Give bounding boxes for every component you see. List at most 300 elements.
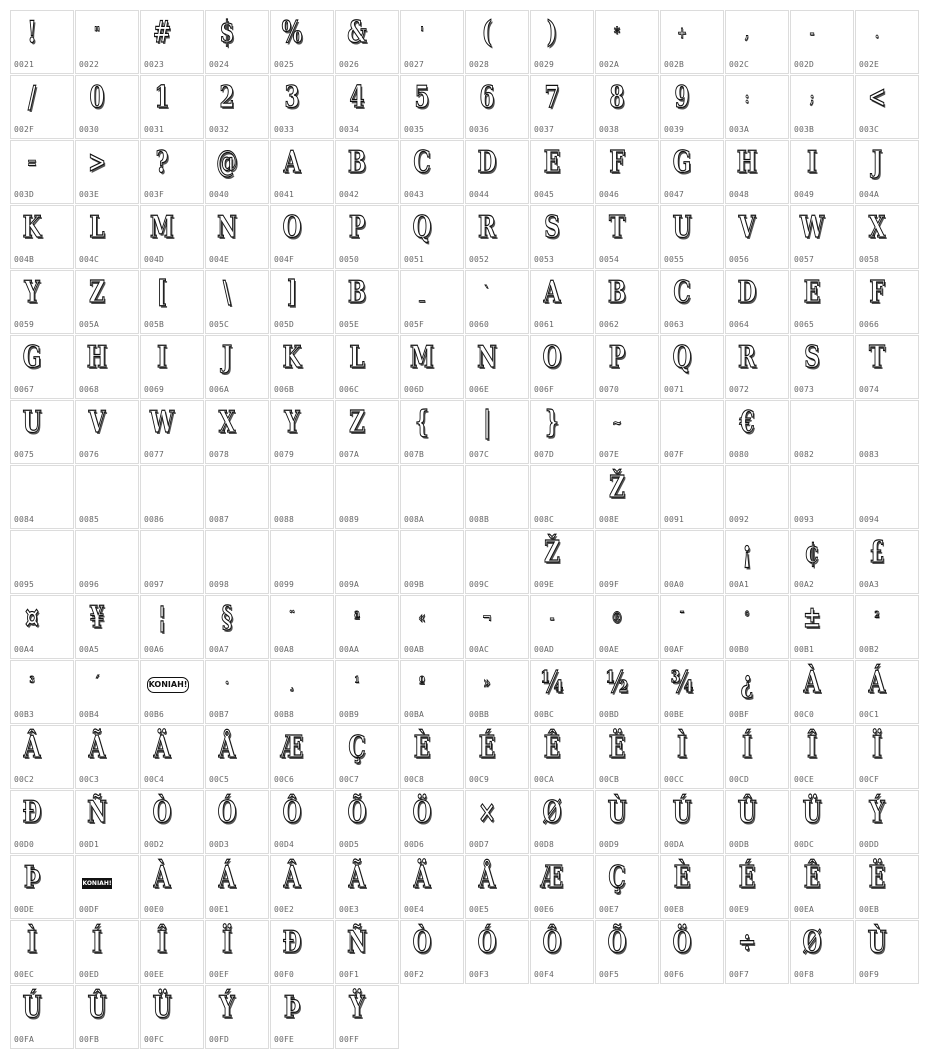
glyph-codepoint: 0082 (794, 450, 815, 459)
glyph-cell (725, 595, 789, 659)
glyph-codepoint: 00CE (794, 775, 815, 784)
glyph-preview (537, 466, 567, 510)
glyph-codepoint: 00FC (144, 1035, 165, 1044)
glyph-preview: Ý (869, 795, 885, 830)
glyph-preview: ~ (612, 413, 622, 432)
glyph-preview: ½ (605, 665, 629, 700)
glyph-cell (530, 335, 594, 399)
glyph-cell (335, 465, 399, 529)
glyph-preview: ª (354, 608, 360, 627)
glyph-preview: R (478, 210, 496, 245)
glyph-preview: P (608, 340, 626, 375)
glyph-preview: Í (91, 925, 103, 960)
glyph-cell (530, 660, 594, 724)
glyph-cell (790, 10, 854, 74)
glyph-preview: ³ (29, 673, 35, 692)
glyph-preview (797, 401, 827, 445)
glyph-cell (205, 530, 269, 594)
glyph-cell (270, 140, 334, 204)
glyph-codepoint: 00D8 (534, 840, 555, 849)
glyph-cell (530, 140, 594, 204)
glyph-preview: M (150, 210, 174, 245)
glyph-codepoint: 009E (534, 580, 555, 589)
glyph-preview: ¦ (158, 600, 166, 635)
glyph-codepoint: 00E0 (144, 905, 165, 914)
glyph-codepoint: 00E6 (534, 905, 555, 914)
glyph-cell (855, 75, 919, 139)
glyph-preview: 1 (154, 80, 170, 115)
glyph-preview: ¿ (740, 665, 754, 700)
glyph-codepoint: 006E (469, 385, 490, 394)
glyph-codepoint: 00B3 (14, 710, 35, 719)
glyph-cell (270, 530, 334, 594)
glyph-preview: B (347, 275, 367, 310)
glyph-codepoint: 0030 (79, 125, 100, 134)
glyph-preview: Û (87, 990, 107, 1025)
glyph-codepoint: 00DE (14, 905, 35, 914)
glyph-cell (270, 595, 334, 659)
glyph-cell (855, 595, 919, 659)
glyph-preview: E (543, 145, 561, 180)
glyph-cell (465, 75, 529, 139)
glyph-codepoint: 00C1 (859, 710, 880, 719)
glyph-preview: À (153, 860, 171, 895)
glyph-codepoint: 0024 (209, 60, 230, 69)
glyph-codepoint: 004B (14, 255, 35, 264)
glyph-cell (855, 270, 919, 334)
glyph-cell (660, 75, 724, 139)
glyph-codepoint: 00D6 (404, 840, 425, 849)
glyph-preview (667, 401, 697, 445)
glyph-cell (75, 335, 139, 399)
glyph-cell (75, 140, 139, 204)
glyph-cell (530, 530, 594, 594)
glyph-preview: & (347, 15, 367, 50)
glyph-preview: Ú (22, 990, 42, 1025)
glyph-codepoint: 0071 (664, 385, 685, 394)
glyph-codepoint: 00B6 (144, 710, 165, 719)
glyph-cell (270, 660, 334, 724)
glyph-codepoint: 00E1 (209, 905, 230, 914)
glyph-preview: º (419, 673, 425, 692)
glyph-preview (82, 466, 112, 510)
glyph-codepoint: 007E (599, 450, 620, 459)
glyph-preview: { (415, 405, 429, 440)
glyph-codepoint: 0099 (274, 580, 295, 589)
glyph-preview: Y (24, 275, 40, 310)
glyph-codepoint: 0046 (599, 190, 620, 199)
glyph-codepoint: 0021 (14, 60, 35, 69)
glyph-codepoint: 00E4 (404, 905, 425, 914)
glyph-preview (342, 466, 372, 510)
glyph-cell (465, 10, 529, 74)
glyph-preview: D (477, 145, 497, 180)
glyph-preview: ¤ (25, 600, 39, 635)
glyph-preview: O (542, 340, 562, 375)
glyph-codepoint: 0091 (664, 515, 685, 524)
glyph-codepoint: 00C5 (209, 775, 230, 784)
glyph-preview: ± (802, 600, 822, 635)
glyph-cell (10, 10, 74, 74)
glyph-codepoint: 008C (534, 515, 555, 524)
glyph-codepoint: 003B (794, 125, 815, 134)
glyph-codepoint: 00F5 (599, 970, 620, 979)
glyph-cell (725, 75, 789, 139)
glyph-cell (335, 985, 399, 1049)
glyph-cell (75, 465, 139, 529)
glyph-codepoint: 006F (534, 385, 555, 394)
glyph-cell (140, 855, 204, 919)
glyph-codepoint: 00FD (209, 1035, 230, 1044)
glyph-cell (530, 10, 594, 74)
glyph-cell (400, 920, 464, 984)
glyph-preview: Ï (221, 925, 233, 960)
glyph-cell (140, 270, 204, 334)
glyph-preview: ? (155, 145, 169, 180)
glyph-preview (472, 466, 502, 510)
glyph-codepoint: 0052 (469, 255, 490, 264)
glyph-codepoint: 00CD (729, 775, 750, 784)
glyph-cell (595, 75, 659, 139)
glyph-cell (335, 595, 399, 659)
glyph-preview: Ñ (347, 925, 367, 960)
glyph-codepoint: 0073 (794, 385, 815, 394)
glyph-cell (205, 595, 269, 659)
glyph-preview: B (607, 275, 627, 310)
glyph-preview: A (543, 275, 561, 310)
glyph-cell (205, 140, 269, 204)
glyph-preview: ² (874, 608, 880, 627)
glyph-preview: 5 (414, 80, 430, 115)
glyph-preview: Ã (348, 860, 366, 895)
glyph-cell (530, 400, 594, 464)
glyph-codepoint: 005F (404, 320, 425, 329)
glyph-codepoint: 0023 (144, 60, 165, 69)
glyph-cell (335, 270, 399, 334)
glyph-codepoint: 007D (534, 450, 555, 459)
glyph-preview: £ (869, 535, 885, 570)
glyph-preview: ¾ (670, 665, 694, 700)
glyph-codepoint: 002B (664, 60, 685, 69)
glyph-cell (140, 530, 204, 594)
glyph-cell (205, 725, 269, 789)
glyph-preview: Þ (283, 990, 301, 1025)
glyph-cell (205, 205, 269, 269)
glyph-cell (75, 790, 139, 854)
glyph-cell (855, 660, 919, 724)
glyph-codepoint: 00EB (859, 905, 880, 914)
glyph-codepoint: 0049 (794, 190, 815, 199)
glyph-preview: È (413, 730, 431, 765)
glyph-preview: ¯ (679, 608, 685, 627)
glyph-cell (400, 335, 464, 399)
glyph-preview: S (804, 340, 820, 375)
glyph-cell (725, 920, 789, 984)
glyph-cell (725, 205, 789, 269)
glyph-cell (140, 465, 204, 529)
glyph-cell (660, 855, 724, 919)
glyph-codepoint: 00C7 (339, 775, 360, 784)
glyph-cell (270, 725, 334, 789)
glyph-codepoint: 00AD (534, 645, 555, 654)
glyph-preview: + (677, 23, 687, 42)
glyph-cell (790, 790, 854, 854)
glyph-codepoint: 004E (209, 255, 230, 264)
glyph-codepoint: 003A (729, 125, 750, 134)
glyph-codepoint: 003C (859, 125, 880, 134)
glyph-preview: . (874, 23, 880, 42)
glyph-cell (10, 465, 74, 529)
glyph-codepoint: 00EF (209, 970, 230, 979)
glyph-cell (140, 75, 204, 139)
glyph-preview: É (478, 730, 496, 765)
glyph-preview: G (22, 340, 42, 375)
glyph-codepoint: 0035 (404, 125, 425, 134)
glyph-cell (855, 205, 919, 269)
glyph-preview: À (803, 665, 821, 700)
glyph-preview: 4 (349, 80, 365, 115)
glyph-preview: Ô (282, 795, 302, 830)
glyph-cell (660, 465, 724, 529)
glyph-cell (205, 335, 269, 399)
glyph-codepoint: 0048 (729, 190, 750, 199)
glyph-cell (140, 400, 204, 464)
glyph-preview: Ç (608, 860, 626, 895)
glyph-preview: W (149, 405, 175, 440)
glyph-codepoint: 00EE (144, 970, 165, 979)
glyph-cell (725, 530, 789, 594)
glyph-cell (465, 595, 529, 659)
glyph-preview: H (86, 340, 108, 375)
glyph-cell (595, 140, 659, 204)
glyph-preview: ( (481, 15, 493, 50)
glyph-preview: Ë (868, 860, 886, 895)
glyph-cell (10, 270, 74, 334)
glyph-codepoint: 0070 (599, 385, 620, 394)
glyph-codepoint: 00E3 (339, 905, 360, 914)
glyph-cell (530, 270, 594, 334)
glyph-preview: Ì (26, 925, 38, 960)
glyph-cell (660, 920, 724, 984)
glyph-codepoint: 0028 (469, 60, 490, 69)
glyph-preview (667, 466, 697, 510)
glyph-cell (595, 790, 659, 854)
glyph-codepoint: 00C6 (274, 775, 295, 784)
glyph-cell (790, 270, 854, 334)
glyph-cell (140, 205, 204, 269)
glyph-cell (335, 920, 399, 984)
glyph-codepoint: 00E7 (599, 905, 620, 914)
glyph-codepoint: 0045 (534, 190, 555, 199)
glyph-preview (862, 466, 892, 510)
glyph-cell (400, 595, 464, 659)
glyph-cell (205, 10, 269, 74)
glyph-cell (140, 140, 204, 204)
glyph-cell (205, 855, 269, 919)
glyph-cell (10, 790, 74, 854)
glyph-codepoint: 00F9 (859, 970, 880, 979)
glyph-cell (465, 725, 529, 789)
glyph-codepoint: 0096 (79, 580, 100, 589)
glyph-cell (660, 660, 724, 724)
glyph-cell (400, 270, 464, 334)
glyph-cell (10, 725, 74, 789)
glyph-codepoint: 00F3 (469, 970, 490, 979)
glyph-preview: Ë (608, 730, 626, 765)
glyph-codepoint: 0051 (404, 255, 425, 264)
glyph-cell (595, 335, 659, 399)
glyph-cell (725, 725, 789, 789)
glyph-preview: / (28, 80, 36, 115)
glyph-codepoint: 00AC (469, 645, 490, 654)
glyph-preview (212, 531, 242, 575)
glyph-preview (82, 531, 112, 575)
glyph-cell (855, 790, 919, 854)
glyph-cell (75, 10, 139, 74)
glyph-preview: Á (868, 665, 886, 700)
glyph-cell (75, 270, 139, 334)
glyph-cell (725, 465, 789, 529)
glyph-preview (407, 466, 437, 510)
glyph-codepoint: 0079 (274, 450, 295, 459)
glyph-codepoint: 0031 (144, 125, 165, 134)
glyph-codepoint: 004D (144, 255, 165, 264)
glyph-codepoint: 00DD (859, 840, 880, 849)
glyph-codepoint: 00FE (274, 1035, 295, 1044)
glyph-preview: W (799, 210, 825, 245)
glyph-codepoint: 0089 (339, 515, 360, 524)
glyph-codepoint: 0058 (859, 255, 880, 264)
glyph-codepoint: 0026 (339, 60, 360, 69)
glyph-preview: ® (611, 608, 623, 627)
glyph-preview: Â (23, 730, 41, 765)
glyph-codepoint: 00EC (14, 970, 35, 979)
glyph-preview: ] (286, 275, 298, 310)
glyph-preview: « (418, 608, 426, 627)
glyph-cell (530, 75, 594, 139)
glyph-cell (400, 75, 464, 139)
glyph-codepoint: 00A3 (859, 580, 880, 589)
glyph-codepoint: 00BD (599, 710, 620, 719)
glyph-cell (855, 400, 919, 464)
glyph-codepoint: 003E (79, 190, 100, 199)
glyph-codepoint: 00C2 (14, 775, 35, 784)
glyph-preview: 9 (674, 80, 690, 115)
glyph-codepoint: 009F (599, 580, 620, 589)
glyph-preview: Á (218, 860, 236, 895)
glyph-preview: 6 (479, 80, 495, 115)
glyph-preview: $ (219, 15, 235, 50)
glyph-cell (270, 270, 334, 334)
glyph-cell (855, 140, 919, 204)
glyph-codepoint: 00D3 (209, 840, 230, 849)
glyph-preview: Â (283, 860, 301, 895)
glyph-codepoint: 00F1 (339, 970, 360, 979)
glyph-preview: # (152, 15, 172, 50)
glyph-preview: H (736, 145, 758, 180)
glyph-cell (335, 530, 399, 594)
glyph-codepoint: 006B (274, 385, 295, 394)
glyph-codepoint: 00B1 (794, 645, 815, 654)
glyph-preview: V (738, 210, 756, 245)
glyph-codepoint: 00CF (859, 775, 880, 784)
glyph-cell (75, 205, 139, 269)
glyph-codepoint: 00B4 (79, 710, 100, 719)
glyph-preview: ¹ (354, 673, 360, 692)
glyph-codepoint: 00D1 (79, 840, 100, 849)
glyph-codepoint: 0083 (859, 450, 880, 459)
glyph-codepoint: 006C (339, 385, 360, 394)
glyph-cell (10, 140, 74, 204)
glyph-cell (660, 205, 724, 269)
glyph-cell (335, 660, 399, 724)
glyph-preview: L (349, 340, 365, 375)
glyph-codepoint: 0098 (209, 580, 230, 589)
glyph-cell (75, 660, 139, 724)
glyph-cell (660, 790, 724, 854)
glyph-preview (212, 466, 242, 510)
glyph-cell (595, 270, 659, 334)
glyph-codepoint: 00AA (339, 645, 360, 654)
glyph-preview: Ó (217, 795, 237, 830)
glyph-codepoint: 0086 (144, 515, 165, 524)
glyph-codepoint: 007C (469, 450, 490, 459)
glyph-preview: Ê (803, 860, 821, 895)
glyph-codepoint: 00B9 (339, 710, 360, 719)
glyph-cell (530, 465, 594, 529)
glyph-preview: Q (672, 340, 692, 375)
glyph-codepoint: 0047 (664, 190, 685, 199)
glyph-preview: Ý (219, 990, 235, 1025)
glyph-codepoint: 0039 (664, 125, 685, 134)
glyph-cell (530, 595, 594, 659)
glyph-preview: € (739, 405, 755, 440)
glyph-preview: · (224, 673, 230, 692)
glyph-preview: L (89, 210, 105, 245)
glyph-cell (270, 920, 334, 984)
glyph-codepoint: 0075 (14, 450, 35, 459)
glyph-cell (790, 465, 854, 529)
glyph-cell (335, 10, 399, 74)
glyph-preview: ¨ (289, 608, 295, 627)
glyph-codepoint: 007A (339, 450, 360, 459)
glyph-preview: V (88, 405, 106, 440)
glyph-preview (17, 531, 47, 575)
glyph-cell (10, 530, 74, 594)
glyph-codepoint: 0025 (274, 60, 295, 69)
glyph-preview: Î (156, 925, 168, 960)
glyph-preview: K (22, 210, 42, 245)
glyph-codepoint: 0061 (534, 320, 555, 329)
glyph-codepoint: 00FB (79, 1035, 100, 1044)
glyph-preview: X (218, 405, 236, 440)
glyph-cell (205, 400, 269, 464)
glyph-codepoint: 0057 (794, 255, 815, 264)
glyph-codepoint: 0054 (599, 255, 620, 264)
glyph-cell (335, 205, 399, 269)
glyph-cell (75, 400, 139, 464)
glyph-codepoint: 00D5 (339, 840, 360, 849)
glyph-cell (790, 75, 854, 139)
glyph-cell (790, 725, 854, 789)
glyph-codepoint: 00D2 (144, 840, 165, 849)
glyph-cell (855, 530, 919, 594)
glyph-cell (725, 790, 789, 854)
glyph-preview: O (282, 210, 302, 245)
glyph-codepoint: 0037 (534, 125, 555, 134)
glyph-codepoint: 00A0 (664, 580, 685, 589)
glyph-codepoint: 0041 (274, 190, 295, 199)
